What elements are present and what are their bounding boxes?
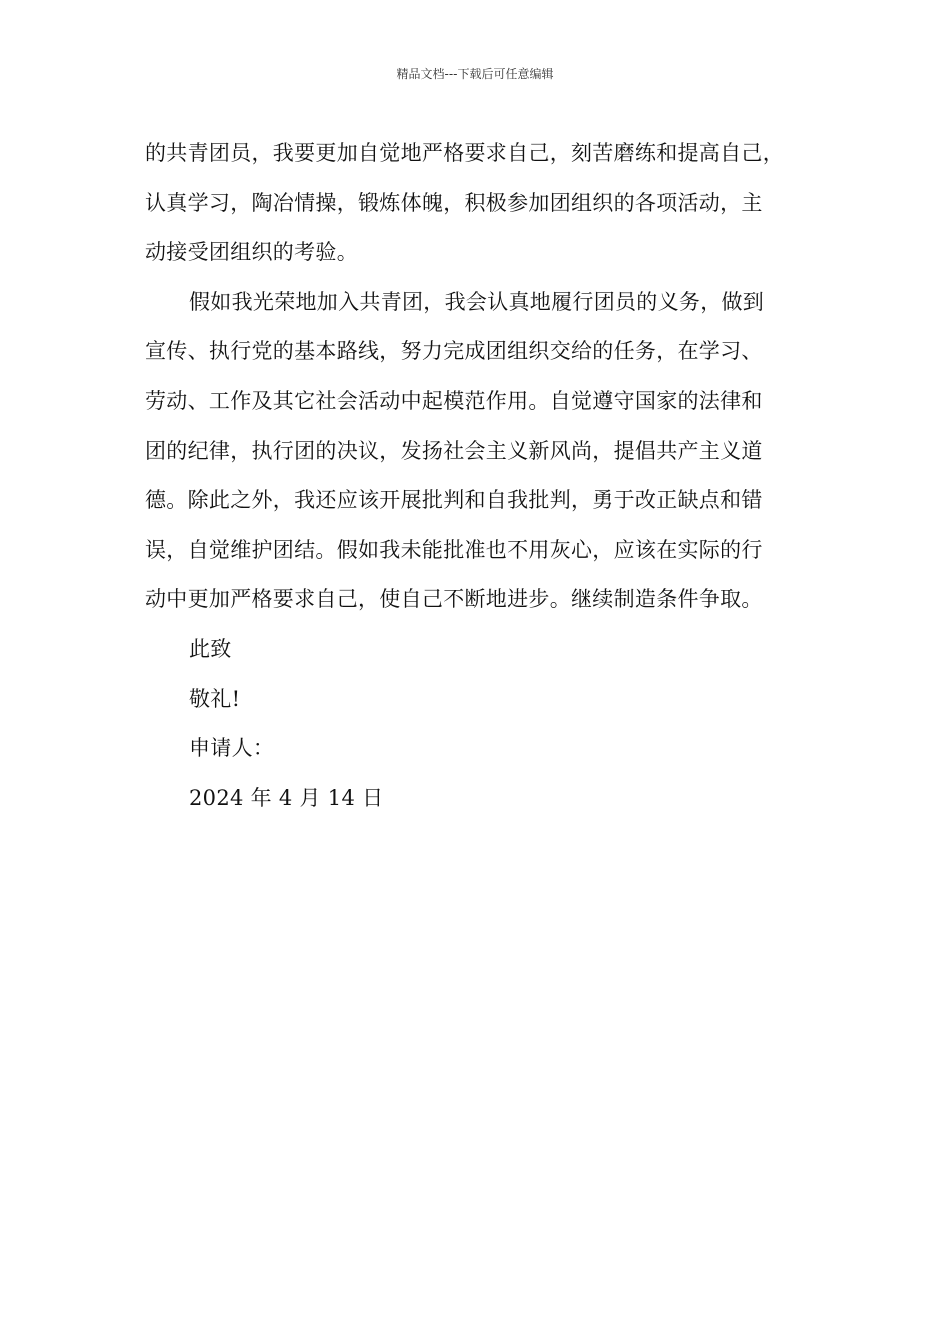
document-date: 2024 年 4 月 14 日 [189,785,384,810]
paragraph-line: 认真学习，陶冶情操，锻炼体魄，积极参加团组织的各项活动，主 [145,190,763,215]
applicant-label: 申请人： [189,736,275,761]
paragraph-1 [145,129,810,278]
paragraph-line: 动中更加严格要求自己，使自己不断地进步。继续制造条件争取。 [145,587,763,612]
paragraph-line: 德。除此之外，我还应该开展批判和自我批判，勇于改正缺点和错 [145,488,763,513]
document-body [145,129,810,823]
closing-salutation: 此致 [189,636,232,661]
paragraph-line: 团的纪律，执行团的决议，发扬社会主义新风尚，提倡共产主义道 [145,438,763,463]
page-header: 精品文档---下载后可任意编辑 [396,67,554,81]
paragraph-line: 误，自觉维护团结。假如我未能批准也不用灰心，应该在实际的行 [145,537,763,562]
paragraph-line: 假如我光荣地加入共青团，我会认真地履行团员的义务，做到 [189,289,765,314]
paragraph-line: 动接受团组织的考验。 [145,240,358,265]
paragraph-2 [145,278,810,625]
paragraph-line: 宣传、执行党的基本路线，努力完成团组织交给的任务，在学习、 [145,339,763,364]
closing-respect: 敬礼! [189,686,241,711]
paragraph-line: 的共青团员，我要更加自觉地严格要求自己，刻苦磨练和提高自己， [145,141,784,165]
paragraph-line: 劳动、工作及其它社会活动中起模范作用。自觉遵守国家的法律和 [145,388,763,413]
